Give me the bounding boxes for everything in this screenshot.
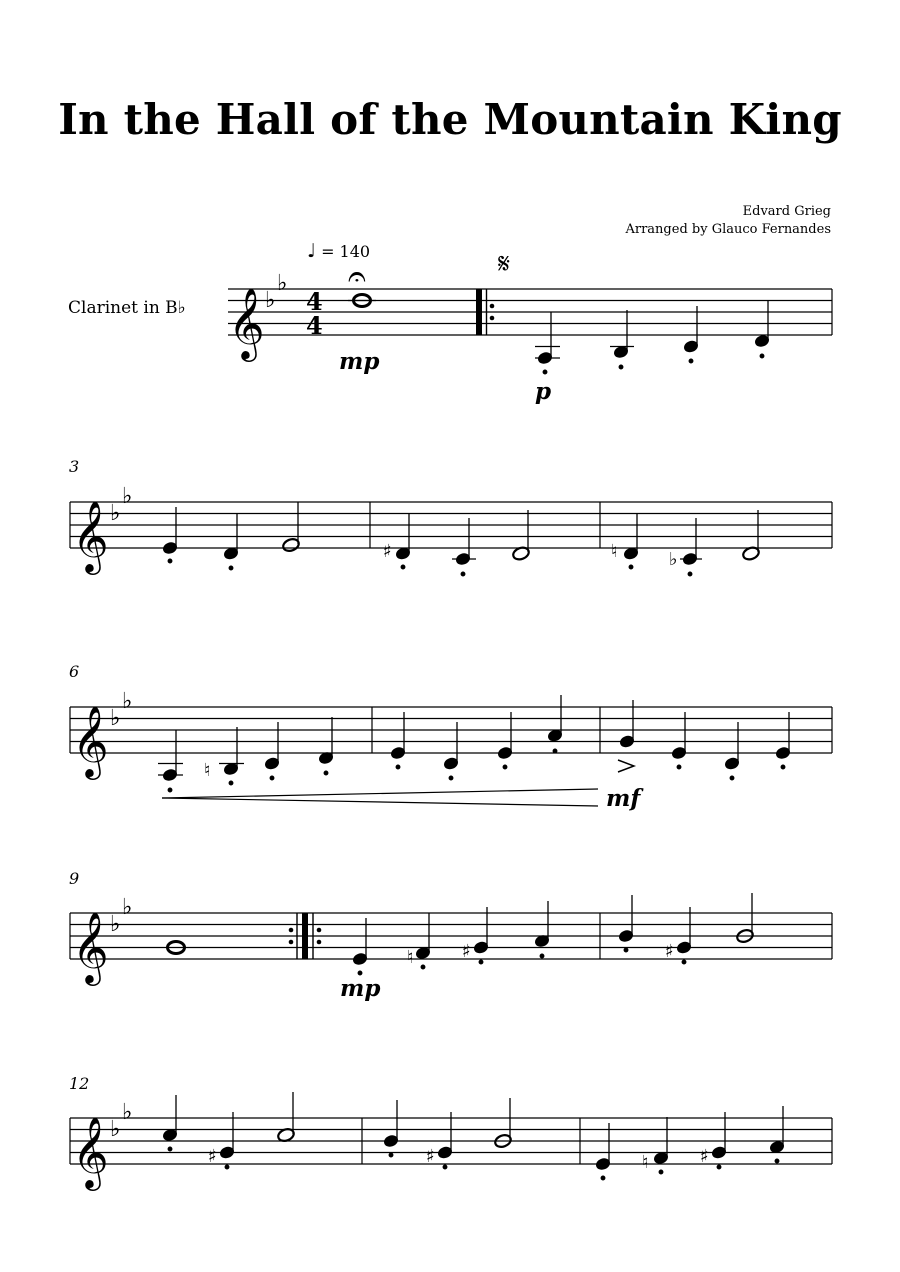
svg-text:♯: ♯: [426, 1146, 435, 1167]
treble-clef-icon: 𝄞: [72, 1115, 109, 1188]
composer-credit: Edvard Grieg: [742, 204, 831, 219]
svg-text:♮: ♮: [642, 1152, 649, 1173]
svg-text:♭: ♭: [110, 912, 121, 937]
svg-text:♭: ♭: [277, 271, 288, 296]
measure-number: 6: [69, 662, 80, 681]
measure-number: 3: [69, 457, 80, 476]
measure-number: 12: [69, 1074, 90, 1093]
svg-text:♯: ♯: [208, 1146, 217, 1167]
arranger-credit: Arranged by Glauco Fernandes: [625, 222, 831, 237]
treble-clef-icon: 𝄞: [228, 286, 265, 359]
instrument-name: Clarinet in B♭: [68, 298, 186, 318]
svg-text:4: 4: [306, 287, 323, 316]
svg-text:♭: ♭: [122, 689, 133, 714]
dynamic-marking: mf: [606, 785, 641, 812]
svg-text:♭: ♭: [122, 484, 133, 509]
treble-clef-icon: 𝄞: [72, 910, 109, 983]
quarter-note-icon: ♩: [307, 240, 316, 262]
svg-text:♭: ♭: [122, 1100, 133, 1125]
svg-text:♮: ♮: [407, 947, 414, 968]
svg-text:♯: ♯: [462, 941, 471, 962]
svg-text:♯: ♯: [383, 541, 392, 562]
svg-text:♭: ♭: [110, 1117, 121, 1142]
svg-text:♯: ♯: [700, 1146, 709, 1167]
svg-text:♭: ♭: [110, 706, 121, 731]
svg-text:♮: ♮: [611, 541, 618, 562]
svg-text:♭: ♭: [110, 501, 121, 526]
svg-text:♮: ♮: [204, 760, 211, 781]
segno-icon: 𝄋: [498, 247, 511, 280]
svg-text:♭: ♭: [669, 549, 678, 570]
svg-text:♭: ♭: [265, 288, 276, 313]
page-title: In the Hall of the Mountain King: [58, 95, 842, 144]
tempo-value: = 140: [321, 242, 371, 261]
dynamic-marking: p: [535, 378, 552, 405]
dynamic-marking: mp: [339, 348, 380, 375]
svg-text:♭: ♭: [122, 895, 133, 920]
treble-clef-icon: 𝄞: [72, 499, 109, 572]
key-signature-flats: [110, 1100, 132, 1142]
treble-clef-icon: 𝄞: [72, 704, 109, 777]
svg-text:4: 4: [306, 311, 323, 340]
svg-text:♯: ♯: [665, 941, 674, 962]
fermata-icon: 𝄐: [348, 257, 366, 295]
dynamic-marking: mp: [340, 975, 381, 1002]
measure-number: 9: [69, 869, 80, 888]
